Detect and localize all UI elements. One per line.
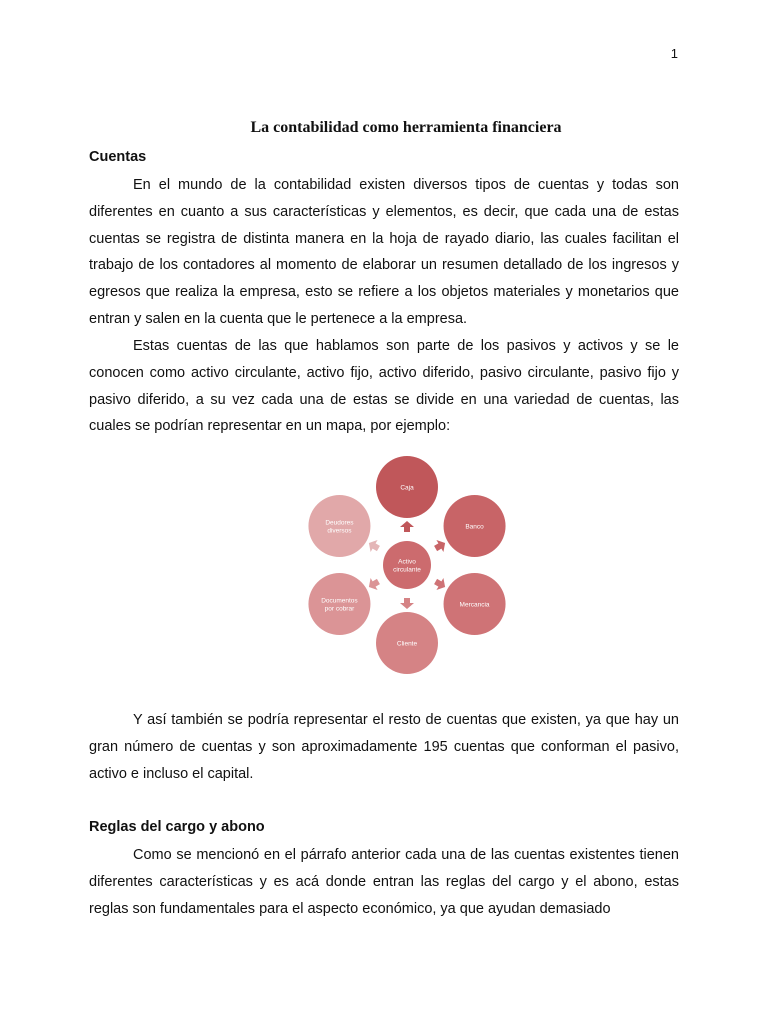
diagram-arrow [365, 537, 382, 555]
diagram-node-label: Mercancia [459, 601, 490, 609]
paragraph-1: En el mundo de la contabilidad existen diversos tipos de cuentas y todas son diferentes en cuanto a sus características y elementos, es decir, que cada una de estas cuentas se registra de distinta manera en la hoja de rayado diario, las cuales facilitan el trabajo de los contadores al momento de elaborar un resumen detallado de los ingresos y egresos que realiza la empresa, esto se refiere a los objetos materiales y monetarios que entran y salen en la cuenta que le pertenece a la empresa. [89, 177, 679, 327]
page-number: 1 [670, 46, 678, 61]
diagram-node-label: Cliente [396, 640, 418, 648]
diagram-node-label: Deudores diversos [325, 519, 354, 535]
diagram-node-label: Caja [400, 484, 414, 492]
document-title: La contabilidad como herramienta financiera [250, 119, 562, 136]
paragraph-4: Como se mencionó en el párrafo anterior cada una de las cuentas existentes tienen diferentes características y es acá donde entran las reglas del cargo y el abono, estas reglas son fundamentales para el aspecto económico, ya que ayudan demasiado [89, 847, 679, 917]
paragraph-3: Y así también se podría representar el resto de cuentas que existen, ya que hay un gran número de cuentas y son aproximadamente 195 cuentas que conforman el pasivo, activo e incluso el capital. [89, 712, 679, 782]
diagram-node-label: Documentos por cobrar [321, 597, 358, 613]
diagram-node-label: Banco [465, 523, 484, 531]
cycle-diagram [300, 448, 520, 678]
paragraph-2: Estas cuentas de las que hablamos son parte de los pasivos y activos y se le conocen como activo circulante, activo fijo, activo diferido, pasivo circulante, pasivo fijo y pasivo diferido, a su vez cada una de estas se divide en una variedad de cuentas, las cuales se podrían representar en un mapa, por ejemplo: [89, 338, 679, 435]
section-heading-cuentas: Cuentas [89, 149, 147, 165]
section-heading-reglas: Reglas del cargo y abono [89, 819, 265, 835]
diagram-arrow [365, 575, 382, 593]
diagram-center-label: Activo circulante [393, 558, 421, 574]
diagram-arrow [400, 598, 414, 609]
diagram-arrow [432, 575, 449, 593]
diagram-arrow [400, 521, 414, 532]
diagram-arrow [432, 537, 449, 555]
